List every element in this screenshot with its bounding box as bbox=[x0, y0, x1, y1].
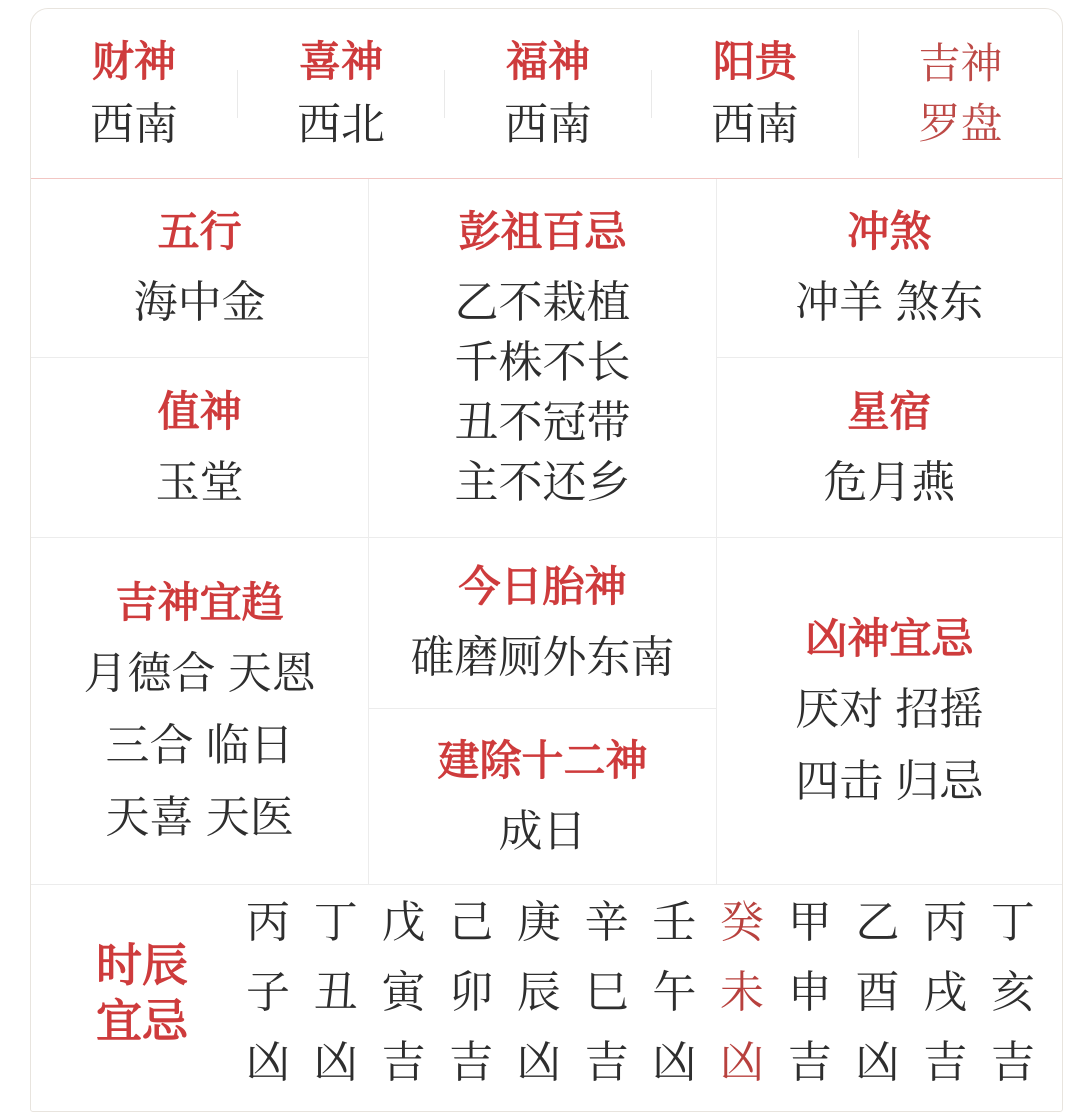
zhishen-title: 值神 bbox=[157, 387, 242, 435]
pengzu-cell bbox=[369, 179, 716, 538]
pengzu-title: 彭祖百忌 bbox=[458, 207, 627, 255]
taishen-cell bbox=[369, 538, 716, 710]
hour-branch: 戌 bbox=[923, 968, 968, 1017]
wuxing-value: 海中金 bbox=[133, 278, 266, 328]
chongsha-title: 冲煞 bbox=[847, 208, 932, 256]
hour-branch: 辰 bbox=[516, 968, 561, 1017]
hour-column bbox=[241, 898, 295, 1087]
hour-branch: 午 bbox=[652, 968, 697, 1017]
hour-luck: 凶 bbox=[720, 1038, 765, 1087]
hour-branch: 申 bbox=[787, 968, 832, 1017]
hour-luck: 凶 bbox=[246, 1038, 290, 1087]
hour-branch: 卯 bbox=[449, 968, 494, 1017]
hour-column bbox=[783, 898, 837, 1087]
hour-luck: 凶 bbox=[855, 1038, 900, 1087]
hour-stem: 癸 bbox=[720, 898, 765, 947]
hour-stem: 丙 bbox=[246, 898, 290, 947]
hour-column bbox=[850, 898, 904, 1087]
xiongshen-yiji-lines bbox=[795, 684, 984, 806]
hourly-luck-section bbox=[31, 885, 1062, 1111]
hour-stem: 壬 bbox=[652, 898, 697, 947]
xingxiu-cell bbox=[717, 358, 1062, 537]
chongsha-value: 冲羊 煞东 bbox=[795, 278, 984, 328]
direction-value: 西南 bbox=[711, 99, 799, 149]
pengzu-line: 乙不栽植 bbox=[454, 277, 631, 327]
direction-label: 阳贵 bbox=[712, 37, 797, 85]
almanac-card bbox=[30, 8, 1063, 1112]
chongsha-cell bbox=[717, 179, 1062, 358]
hour-stem: 己 bbox=[449, 898, 494, 947]
jishen-line: 月德合 天恩 bbox=[83, 648, 316, 698]
zhishen-value: 玉堂 bbox=[155, 457, 244, 507]
jianchu-cell bbox=[369, 709, 716, 885]
jianchu-value: 成日 bbox=[498, 806, 587, 856]
hour-luck: 吉 bbox=[449, 1038, 494, 1087]
hour-luck: 凶 bbox=[313, 1038, 358, 1087]
hour-branch: 巳 bbox=[584, 968, 629, 1017]
direction-item-yanggui bbox=[652, 37, 858, 149]
hour-column-current bbox=[715, 898, 769, 1087]
direction-label: 喜神 bbox=[298, 37, 383, 85]
hour-column bbox=[580, 898, 634, 1087]
xiongshen-line: 厌对 招摇 bbox=[795, 684, 984, 734]
direction-value: 西南 bbox=[90, 99, 178, 149]
hour-stem: 戊 bbox=[381, 898, 426, 947]
pengzu-lines bbox=[454, 277, 631, 507]
jishen-line: 天喜 天医 bbox=[105, 792, 294, 842]
hour-branch: 丑 bbox=[313, 968, 358, 1017]
hour-luck: 凶 bbox=[652, 1038, 697, 1087]
hour-column bbox=[309, 898, 363, 1087]
hour-luck: 吉 bbox=[923, 1038, 968, 1087]
hour-luck: 吉 bbox=[381, 1038, 426, 1087]
hour-column bbox=[986, 898, 1040, 1087]
zhishen-cell bbox=[31, 358, 369, 537]
hour-column bbox=[918, 898, 972, 1087]
compass-label-line2: 罗盘 bbox=[918, 99, 1003, 147]
hour-columns bbox=[217, 898, 1040, 1087]
direction-label: 财神 bbox=[91, 37, 176, 85]
jishen-yiqu-lines bbox=[83, 648, 316, 842]
hour-stem: 乙 bbox=[855, 898, 900, 947]
pengzu-line: 丑不冠带 bbox=[454, 397, 631, 447]
hour-stem: 辛 bbox=[584, 898, 629, 947]
hour-column bbox=[376, 898, 430, 1087]
hour-stem: 丁 bbox=[313, 898, 358, 947]
direction-item-fushen bbox=[445, 37, 651, 149]
jishen-line: 三合 临日 bbox=[105, 720, 294, 770]
pengzu-line: 主不还乡 bbox=[454, 457, 631, 507]
hour-luck: 凶 bbox=[516, 1038, 561, 1087]
xiongshen-line: 四击 归忌 bbox=[795, 756, 984, 806]
hour-column bbox=[444, 898, 498, 1087]
xiongshen-yiji-cell bbox=[717, 538, 1062, 885]
hour-stem: 庚 bbox=[516, 898, 561, 947]
hour-column bbox=[647, 898, 701, 1087]
taishen-title: 今日胎神 bbox=[458, 563, 627, 611]
jishen-yiqu-title: 吉神宜趋 bbox=[115, 578, 284, 626]
hour-branch: 子 bbox=[246, 968, 290, 1017]
jishen-yiqu-cell bbox=[31, 538, 369, 885]
hour-branch: 亥 bbox=[990, 968, 1035, 1017]
direction-item-caishen bbox=[31, 37, 237, 149]
hourly-luck-label-line1: 时辰 bbox=[96, 939, 188, 991]
almanac-grid bbox=[31, 179, 1062, 885]
taishen-value: 碓磨厕外东南 bbox=[410, 633, 675, 683]
wuxing-cell bbox=[31, 179, 369, 358]
lucky-compass-button[interactable] bbox=[858, 30, 1062, 158]
hour-branch: 未 bbox=[720, 968, 765, 1017]
hour-stem: 甲 bbox=[787, 898, 832, 947]
hour-stem: 丙 bbox=[923, 898, 968, 947]
xiongshen-yiji-title: 凶神宜忌 bbox=[805, 614, 974, 662]
hour-branch: 酉 bbox=[855, 968, 900, 1017]
pengzu-line: 千株不长 bbox=[454, 337, 631, 387]
hourly-luck-label bbox=[67, 939, 217, 1047]
direction-label: 福神 bbox=[505, 37, 590, 85]
compass-label-line1: 吉神 bbox=[918, 39, 1003, 87]
hour-luck: 吉 bbox=[584, 1038, 629, 1087]
deity-directions-bar bbox=[31, 9, 1062, 179]
hour-luck: 吉 bbox=[990, 1038, 1035, 1087]
direction-value: 西南 bbox=[504, 99, 592, 149]
hour-branch: 寅 bbox=[381, 968, 426, 1017]
direction-item-xishen bbox=[238, 37, 444, 149]
hourly-luck-label-line2: 宜忌 bbox=[96, 995, 188, 1047]
jianchu-title: 建除十二神 bbox=[437, 736, 648, 784]
hour-column bbox=[512, 898, 566, 1087]
hour-stem: 丁 bbox=[990, 898, 1035, 947]
hour-luck: 吉 bbox=[787, 1038, 832, 1087]
wuxing-title: 五行 bbox=[157, 208, 242, 256]
direction-value: 西北 bbox=[297, 99, 385, 149]
xingxiu-value: 危月燕 bbox=[823, 457, 956, 507]
xingxiu-title: 星宿 bbox=[847, 387, 932, 435]
